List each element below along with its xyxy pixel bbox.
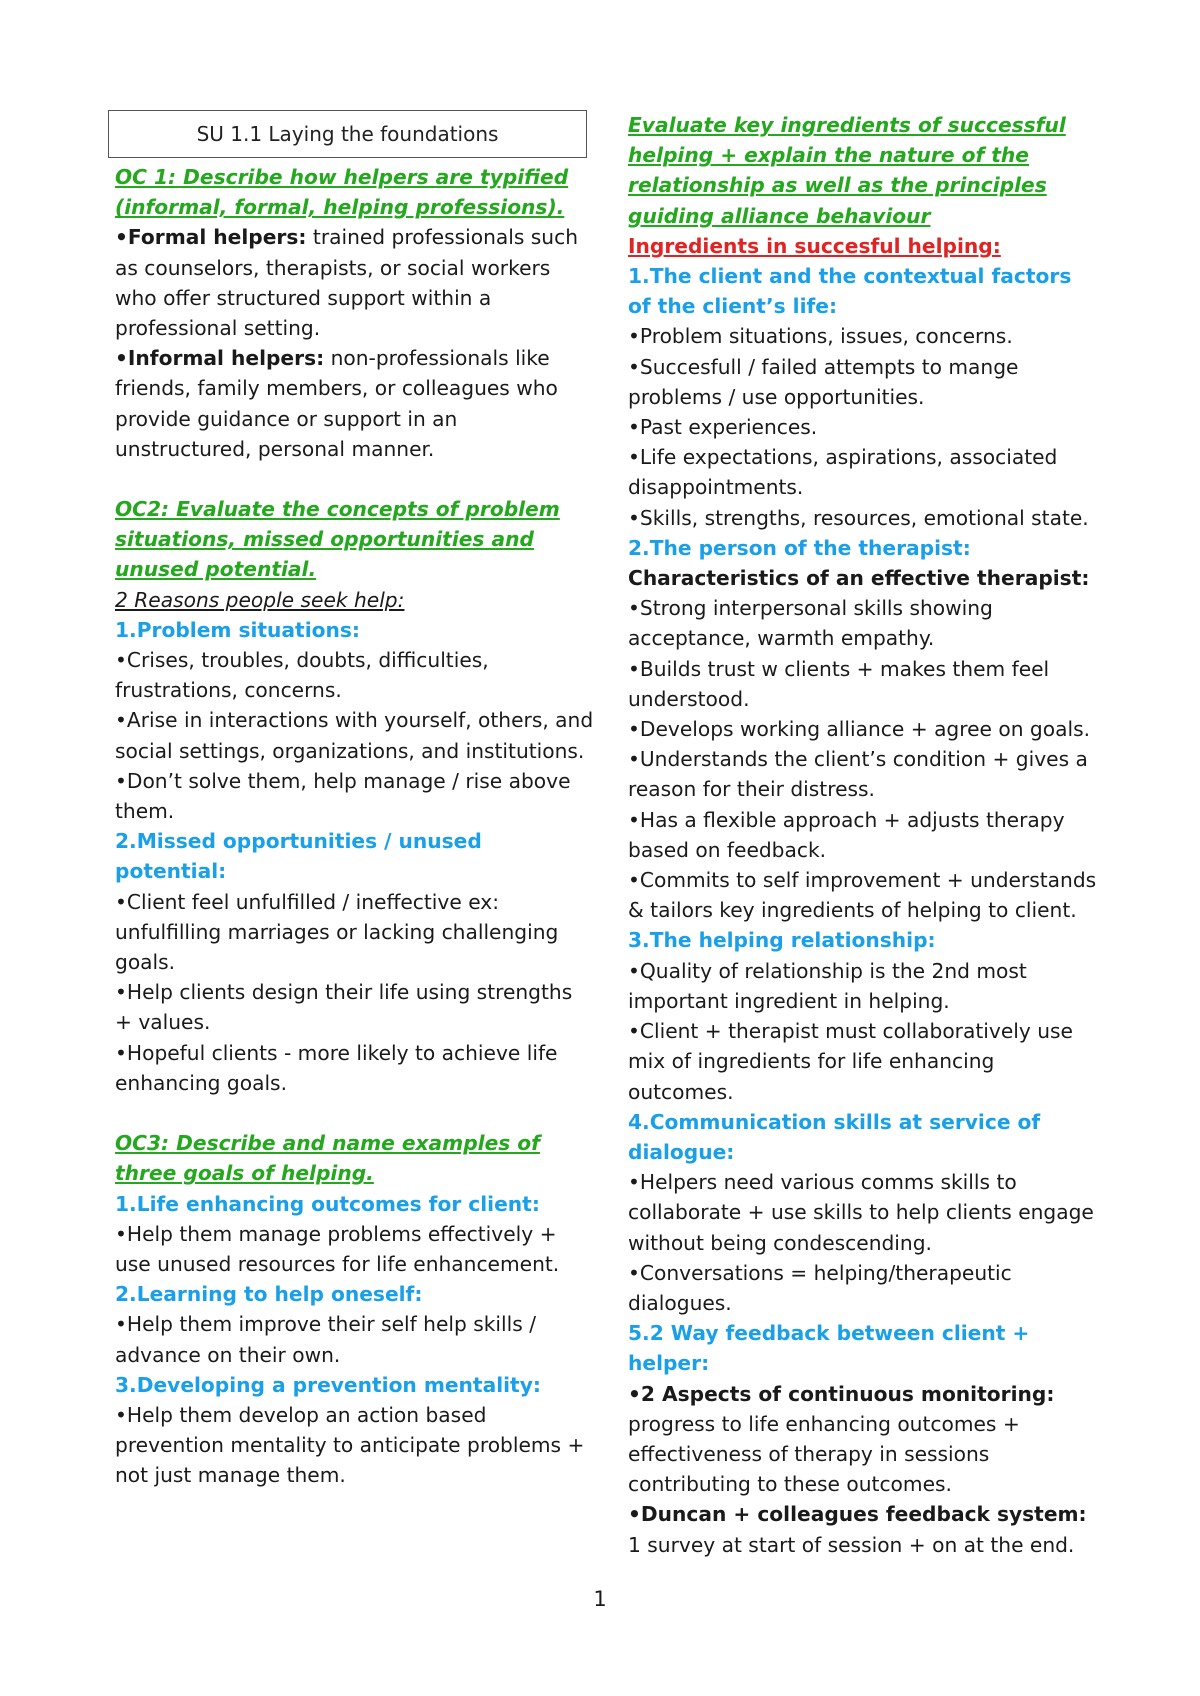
bullet-item: •Hopeful clients - more likely to achieve life enhancing goals. xyxy=(115,1040,558,1095)
ingredient2-heading: 2.The person of the therapist: xyxy=(628,535,971,560)
formal-helpers-label: •Formal helpers: xyxy=(115,225,307,250)
goal2-heading: 2.Learning to help oneself: xyxy=(115,1282,423,1307)
spacer xyxy=(115,464,595,494)
ingredient3-heading: 3.The helping relationship: xyxy=(628,928,936,953)
left-column xyxy=(115,110,595,1491)
ingredient1-heading: 1.The client and the contextual factors of the client’s life: xyxy=(628,264,1072,319)
bullet-item: •Help clients design their life using strengths + values. xyxy=(115,980,573,1035)
page-number: 1 xyxy=(593,1587,607,1611)
section-title-box xyxy=(108,110,587,158)
bullet-item: •Life expectations, aspirations, associated disappointments. xyxy=(628,445,1058,500)
ingredient5-heading: 5.2 Way feedback between client + helper: xyxy=(628,1321,1030,1376)
reasons-subheading: 2 Reasons people seek help: xyxy=(115,587,405,612)
bullet-item: •Succesfull / failed attempts to mange problems / use opportunities. xyxy=(628,354,1019,409)
bullet-item: •Client + therapist must collaboratively use mix of ingredients for life enhancing outcomes. xyxy=(628,1019,1073,1104)
formal-helpers-paragraph xyxy=(115,222,595,343)
monitoring-paragraph xyxy=(628,1379,1098,1500)
informal-helpers-label: •Informal helpers: xyxy=(115,346,325,371)
formal-helpers-text: trained professionals such as counselors, therapists, or social workers who offer structured support within a professional setting. xyxy=(115,225,579,341)
bullet-item: •Quality of relationship is the 2nd most important ingredient in helping. xyxy=(628,958,1027,1013)
section-title: SU 1.1 Laying the foundations xyxy=(196,121,499,146)
bullet-item: •Help them improve their self help skills / advance on their own. xyxy=(115,1312,536,1367)
informal-helpers-paragraph xyxy=(115,343,595,464)
oc1-heading: OC 1: Describe how helpers are typified (informal, formal, helping professions). xyxy=(115,165,569,220)
bullet-item: •Arise in interactions with yourself, others, and social settings, organizations, and institutions. xyxy=(115,708,594,763)
goal1-heading: 1.Life enhancing outcomes for client: xyxy=(115,1191,540,1216)
bullet-item: •Problem situations, issues, concerns. xyxy=(628,324,1013,349)
bullet-item: •Help them develop an action based prevention mentality to anticipate problems + not just manage them. xyxy=(115,1402,585,1488)
bullet-item: •Helpers need various comms skills to collaborate + use skills to help clients engage without being condescending. xyxy=(628,1170,1094,1255)
bullet-item: •Understands the client’s condition + gives a reason for their distress. xyxy=(628,747,1088,802)
right-column xyxy=(628,110,1098,1560)
therapist-characteristics-subheading: Characteristics of an effective therapist: xyxy=(628,566,1090,591)
bullet-item: •Crises, troubles, doubts, difficulties, frustrations, concerns. xyxy=(115,648,489,703)
feedback-system-paragraph xyxy=(628,1499,1098,1559)
bullet-item: •Has a flexible approach + adjusts therapy based on feedback. xyxy=(628,807,1065,862)
bullet-item: •Builds trust w clients + makes them feel understood. xyxy=(628,656,1050,711)
goal3-heading: 3.Developing a prevention mentality: xyxy=(115,1372,541,1397)
bullet-item: •Conversations = helping/therapeutic dialogues. xyxy=(628,1260,1012,1315)
bullet-item: •Client feel unfulfilled / ineffective ex: unfulfilling marriages or lacking challenging goals. xyxy=(115,889,559,975)
bullet-item: •Help them manage problems effectively + use unused resources for life enhancement. xyxy=(115,1221,560,1276)
oc3-heading: OC3: Describe and name examples of three goals of helping. xyxy=(115,1131,540,1186)
bullet-item: •Develops working alliance + agree on goals. xyxy=(628,717,1091,742)
bullet-item: •Don’t solve them, help manage / rise above them. xyxy=(115,768,571,824)
feedback-system-text: 1 survey at start of session + on at the end. xyxy=(628,1532,1075,1557)
problem-situations-heading: 1.Problem situations: xyxy=(115,617,360,642)
ingredient4-heading: 4.Communication skills at service of dialogue: xyxy=(628,1109,1041,1164)
oc2-heading: OC2: Evaluate the concepts of problem situations, missed opportunities and unused potential. xyxy=(115,497,560,582)
missed-opportunities-heading: 2.Missed opportunities / unused potential: xyxy=(115,829,482,884)
monitoring-label: •2 Aspects of continuous monitoring: xyxy=(628,1381,1055,1406)
oc4-heading: Evaluate key ingredients of successful helping + explain the nature of the relationship as well as the principles guiding alliance behaviour xyxy=(628,113,1066,228)
feedback-system-label: •Duncan + colleagues feedback system: xyxy=(628,1502,1087,1527)
bullet-item: •Skills, strengths, resources, emotional state. xyxy=(628,505,1089,530)
ingredients-heading: Ingredients in succesful helping: xyxy=(628,233,1001,258)
monitoring-text: progress to life enhancing outcomes + effectiveness of therapy in sessions contributing to these outcomes. xyxy=(628,1411,1020,1497)
bullet-item: •Commits to self improvement + understands & tailors key ingredients of helping to client. xyxy=(628,868,1097,923)
bullet-item: •Past experiences. xyxy=(628,415,818,440)
informal-helpers-text: non-professionals like friends, family members, or colleagues who provide guidance or support in an unstructured, personal manner. xyxy=(115,346,558,461)
bullet-item: •Strong interpersonal skills showing acceptance, warmth empathy. xyxy=(628,596,993,651)
spacer xyxy=(115,1098,595,1128)
